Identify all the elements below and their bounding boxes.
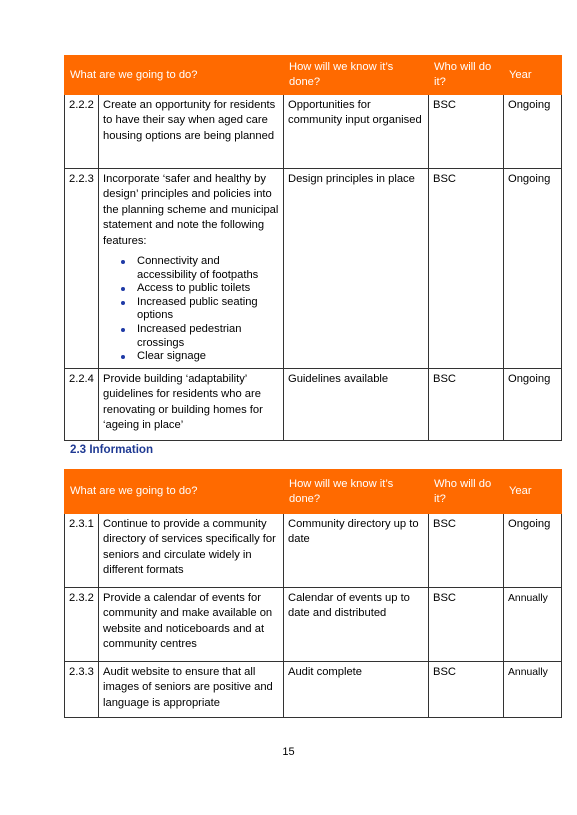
action-year: Ongoing — [504, 514, 562, 588]
list-item: Increased pedestrian crossings — [137, 323, 279, 350]
action-owner: BSC — [429, 514, 504, 588]
section-title: 2.3 Information — [70, 443, 154, 456]
header-how: How will we know it’s done? — [284, 56, 429, 95]
action-owner: BSC — [429, 662, 504, 718]
action-description: Audit website to ensure that all images of seniors are positive and language is appropriate — [99, 662, 284, 718]
action-description: Provide a calendar of events for community and make available on website and noticeboards and at community centres — [99, 588, 284, 662]
table-row — [65, 95, 562, 169]
header-year: Year — [504, 470, 562, 514]
list-item: Access to public toilets — [137, 282, 279, 296]
header-who: Who will do it? — [429, 470, 504, 514]
table-row — [65, 514, 562, 588]
action-year: Ongoing — [504, 169, 562, 369]
action-description: Provide building ‘adaptability’ guidelines for residents who are renovating or building homes for ‘ageing in place’ — [99, 368, 284, 440]
action-owner: BSC — [429, 95, 504, 169]
action-measure: Calendar of events up to date and distributed — [284, 588, 429, 662]
action-table-housing — [64, 55, 562, 441]
action-description: Create an opportunity for residents to have their say when aged care housing options are being planned — [99, 95, 284, 169]
action-owner: BSC — [429, 368, 504, 440]
header-what: What are we going to do? — [65, 56, 284, 95]
action-measure: Community directory up to date — [284, 514, 429, 588]
action-measure: Opportunities for community input organised — [284, 95, 429, 169]
action-year: Annually — [504, 662, 562, 718]
list-item: Increased public seating options — [137, 296, 279, 323]
action-number: 2.3.3 — [65, 662, 99, 718]
table-header-row — [65, 56, 562, 95]
header-what: What are we going to do? — [65, 470, 284, 514]
header-year: Year — [504, 56, 562, 95]
action-description: Incorporate ‘safer and healthy by design’ principles and policies into the planning scheme and municipal statement and note the following features: — [103, 173, 279, 247]
action-description-cell — [99, 169, 284, 369]
action-number: 2.3.1 — [65, 514, 99, 588]
header-how: How will we know it’s done? — [284, 470, 429, 514]
action-description: Continue to provide a community directory of services specifically for seniors and circulate widely in different formats — [99, 514, 284, 588]
header-who: Who will do it? — [429, 56, 504, 95]
table-row — [65, 368, 562, 440]
action-owner: BSC — [429, 169, 504, 369]
action-number: 2.2.3 — [65, 169, 99, 369]
table-row — [65, 169, 562, 369]
action-year: Annually — [504, 588, 562, 662]
action-number: 2.2.4 — [65, 368, 99, 440]
feature-list — [103, 255, 279, 364]
action-measure: Guidelines available — [284, 368, 429, 440]
action-year: Ongoing — [504, 95, 562, 169]
action-number: 2.2.2 — [65, 95, 99, 169]
table-header-row — [65, 470, 562, 514]
table-row — [65, 588, 562, 662]
action-year: Ongoing — [504, 368, 562, 440]
action-table-information — [64, 469, 562, 718]
list-item: Clear signage — [137, 350, 279, 364]
list-item: Connectivity and accessibility of footpaths — [137, 255, 279, 282]
table-row — [65, 662, 562, 718]
action-measure: Audit complete — [284, 662, 429, 718]
action-measure: Design principles in place — [284, 169, 429, 369]
action-owner: BSC — [429, 588, 504, 662]
action-number: 2.3.2 — [65, 588, 99, 662]
page-number: 15 — [282, 746, 295, 758]
